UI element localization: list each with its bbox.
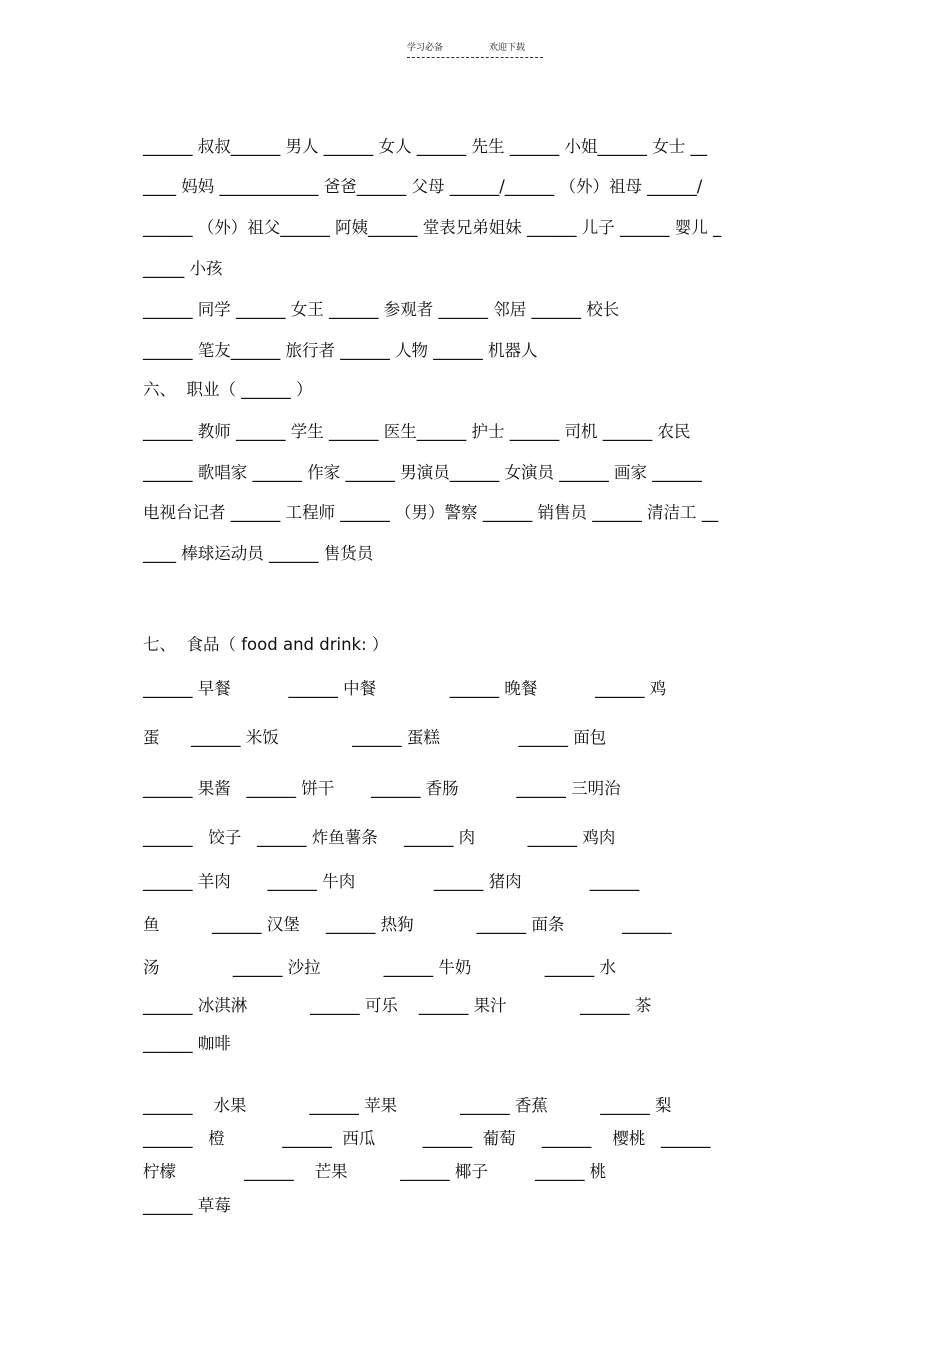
family-line-3: ______ （外）祖父______ 阿姨______ 堂表兄弟姐妹 ______ 儿子 ______ 婴儿 _	[143, 218, 722, 237]
food-line-6: 鱼 ______ 汉堡 ______ 热狗 ______ 面条 ______	[143, 915, 672, 934]
header-right-text: 欢迎下载	[489, 43, 526, 53]
family-line-1: ______ 叔叔______ 男人 ______ 女人 ______ 先生 ______ 小姐______ 女士 __	[143, 137, 707, 156]
fruit-line-2: ______ 橙 ______ 西瓜 ______ 葡萄 ______ 樱桃 ______	[143, 1129, 711, 1148]
drink-line-2: ______ 咖啡	[143, 1034, 231, 1053]
fruit-line-1: ______ 水果 ______ 苹果 ______ 香蕉 ______ 梨	[143, 1096, 672, 1115]
jobs-line-3: 电视台记者 ______ 工程师 ______ （男）警察 ______ 销售员 ______ 清洁工 __	[143, 503, 719, 522]
food-line-7: 汤 ______ 沙拉 ______ 牛奶 ______ 水	[143, 958, 617, 977]
section-six-heading: 六、 职业（ ______ ）	[143, 380, 313, 399]
people-line-1: ______ 同学 ______ 女王 ______ 参观者 ______ 邻居 ______ 校长	[143, 300, 620, 319]
fruit-line-3: 柠檬 ______ 芒果 ______ 椰子 ______ 桃	[143, 1162, 607, 1181]
fruit-line-4: ______ 草莓	[143, 1196, 231, 1215]
food-line-3: ______ 果酱 ______ 饼干 ______ 香肠 ______ 三明治	[143, 779, 621, 798]
jobs-line-4: ____ 棒球运动员 ______ 售货员	[143, 544, 374, 563]
page-header	[407, 40, 543, 58]
header-left-text: 学习必备	[407, 43, 444, 53]
food-line-1: ______ 早餐 ______ 中餐 ______ 晚餐 ______ 鸡	[143, 679, 667, 698]
family-line-2: ____ 妈妈 ____________ 爸爸______ 父母 ______/______ （外）祖母 ______/	[143, 177, 703, 196]
jobs-line-2: ______ 歌唱家 ______ 作家 ______ 男演员______ 女演员 ______ 画家 ______	[143, 463, 702, 482]
people-line-2: ______ 笔友______ 旅行者 ______ 人物 ______ 机器人	[143, 341, 538, 360]
food-line-2: 蛋 ______ 米饭 ______ 蛋糕 ______ 面包	[143, 728, 607, 747]
food-line-5: ______ 羊肉 ______ 牛肉 ______ 猪肉 ______	[143, 872, 640, 891]
drink-line-1: ______ 冰淇淋 ______ 可乐 ______ 果汁 ______ 茶	[143, 996, 652, 1015]
food-line-4: ______ 饺子 ______ 炸鱼薯条 ______ 肉 ______ 鸡肉	[143, 828, 616, 847]
jobs-line-1: ______ 教师 ______ 学生 ______ 医生______ 护士 ______ 司机 ______ 农民	[143, 422, 691, 441]
section-seven-heading: 七、 食品（ food and drink: ）	[143, 635, 389, 654]
family-line-4: _____ 小孩	[143, 259, 223, 278]
